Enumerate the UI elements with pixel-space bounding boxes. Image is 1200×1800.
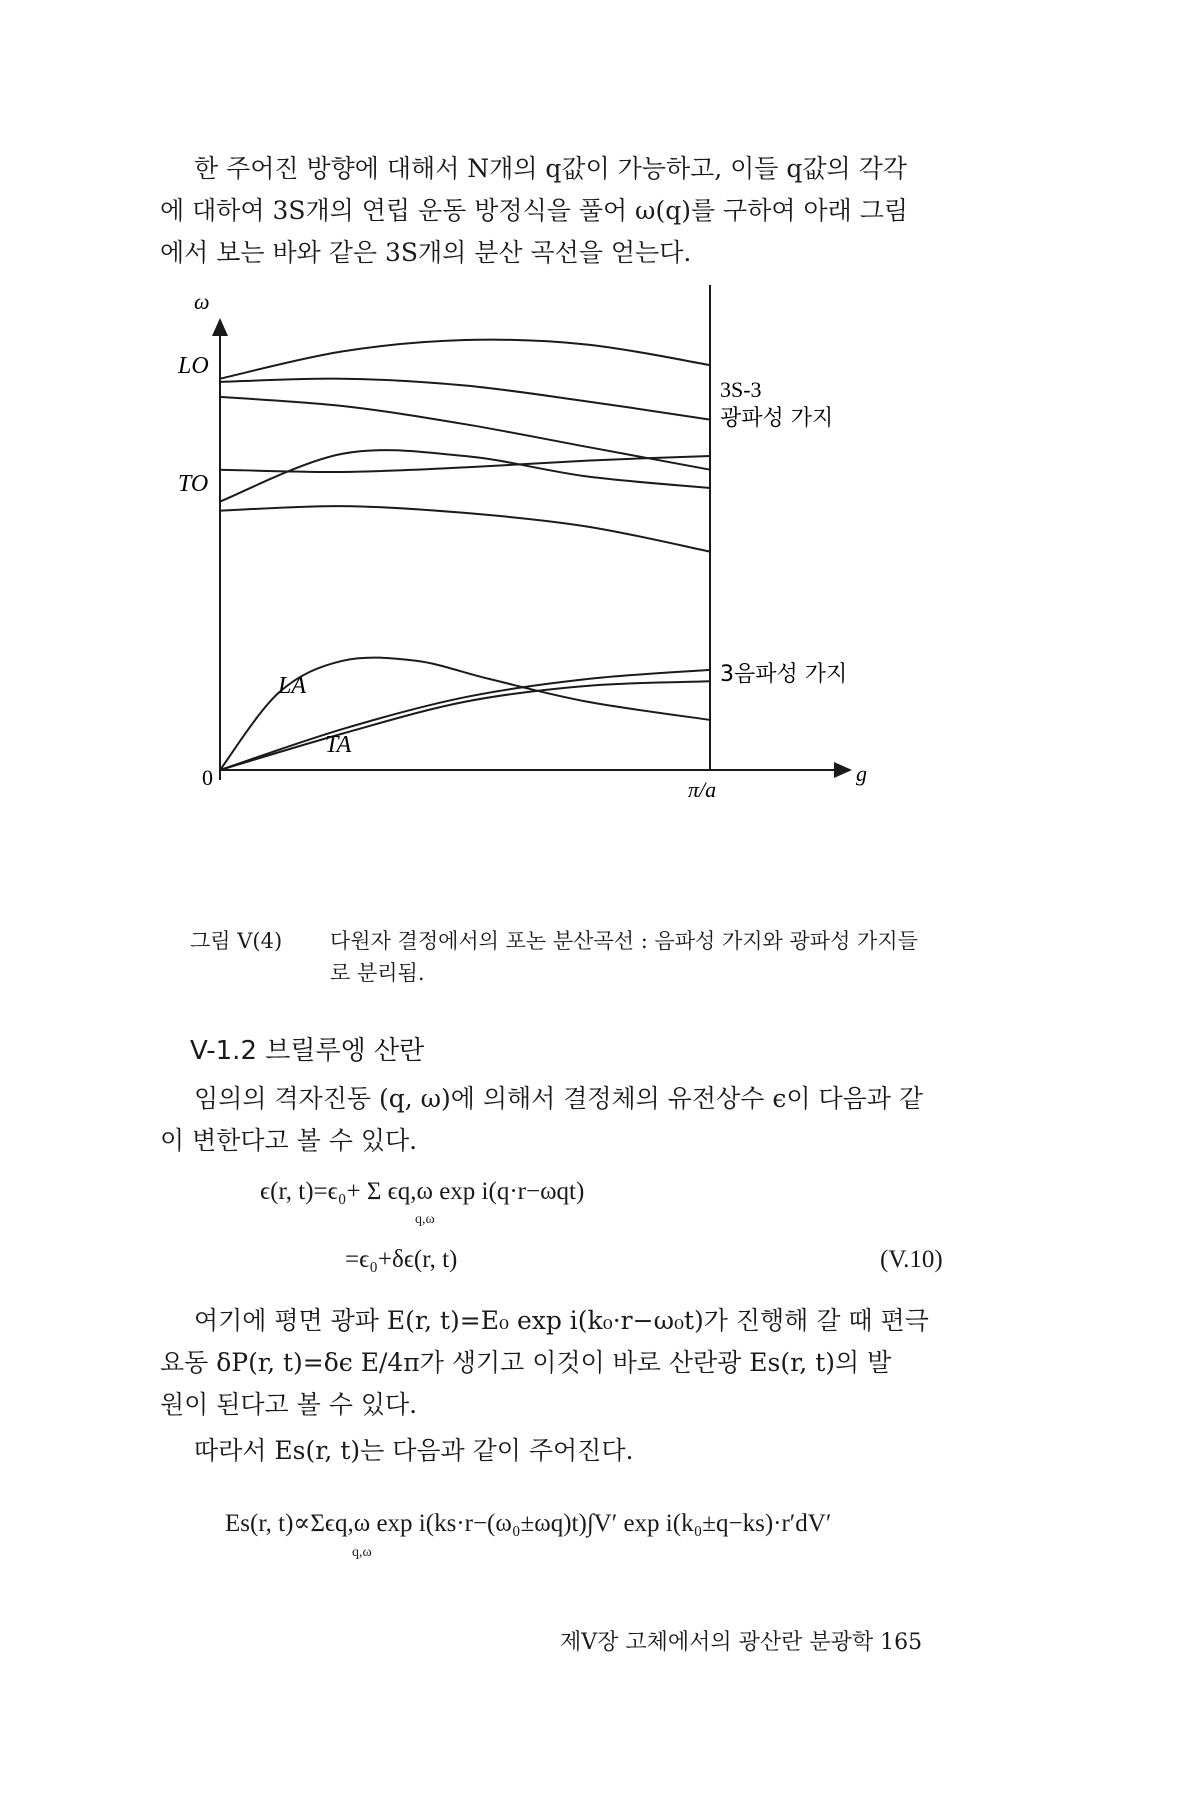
branch-curve-2: [220, 379, 710, 420]
intro-line: 에서 보는 바와 같은 3S개의 분산 곡선을 얻는다.: [160, 238, 692, 267]
origin-label: 0: [202, 765, 213, 790]
caption-text-cont: 로 분리됨.: [330, 961, 425, 985]
branch-curve-1: [220, 340, 710, 379]
paragraph-line: 요동 δP(r, t)=δϵ E/4π가 생기고 이것이 바로 산란광 Es(r, t)의 발: [160, 1348, 892, 1377]
optical-branch-label-1: 3S-3: [720, 377, 762, 402]
lo-label: LO: [178, 353, 209, 379]
intro-paragraph: [160, 148, 1040, 274]
equation-number: (V.10): [880, 1246, 943, 1273]
caption-label: 그림 V(4): [190, 929, 283, 953]
branch-curve-6: [220, 506, 710, 552]
section-heading: V-1.2 브릴루엥 산란: [190, 1036, 425, 1066]
intro-line: 에 대하여 3S개의 연립 운동 방정식을 풀어 ω(q)를 구하여 아래 그림: [160, 196, 908, 225]
ta-label: TA: [325, 732, 352, 758]
figure-caption: [190, 925, 1050, 989]
paragraph-line: 따라서 Es(r, t)는 다음과 같이 주어진다.: [194, 1436, 634, 1465]
optical-branch-label-2: 광파성 가지: [720, 406, 834, 431]
intro-line: 한 주어진 방향에 대해서 N개의 q값이 가능하고, 이들 q값의 각각: [194, 154, 907, 183]
paragraph-line: 원이 된다고 볼 수 있다.: [160, 1390, 418, 1419]
paragraph-4: [160, 1430, 1040, 1472]
y-axis-label: ω: [194, 289, 210, 314]
paragraph-line: 여기에 평면 광파 E(r, t)=E₀ exp i(k₀·r−ω₀t)가 진행해 갈 때 편극: [194, 1306, 929, 1335]
zone-boundary-label: π/a: [688, 777, 717, 802]
equation-1-subscript: q,ω: [415, 1212, 435, 1227]
x-axis-label: g: [856, 761, 867, 786]
equation-2: Es(r, t)∝Σϵq,ω exp i(ks·r−(ω₀±ωq)t)∫V′ exp i(k₀±q−ks)·r′dV′: [225, 1510, 832, 1537]
acoustic-branch-label: 3음파성 가지: [720, 662, 848, 687]
dispersion-chart: [160, 289, 1020, 915]
paragraph-2: [160, 1078, 1040, 1162]
equation-1-line-2: =ϵ₀+δϵ(r, t): [345, 1246, 458, 1273]
dispersion-curves: [220, 340, 710, 770]
la-label: LA: [278, 673, 307, 699]
page-footer: 제V장 고체에서의 광산란 분광학 165: [560, 1630, 923, 1655]
equation-2-subscript: q,ω: [352, 1545, 372, 1560]
to-label: TO: [178, 471, 209, 497]
paragraph-line: 임의의 격자진동 (q, ω)에 의해서 결정체의 유전상수 ϵ이 다음과 같: [194, 1084, 923, 1113]
paragraph-3: [160, 1300, 1040, 1426]
paragraph-line: 이 변한다고 볼 수 있다.: [160, 1126, 418, 1155]
caption-text: 다원자 결정에서의 포논 분산곡선 : 음파성 가지와 광파성 가지들: [330, 929, 918, 953]
equation-1-line-1: ϵ(r, t)=ϵ₀+ Σ ϵq,ω exp i(q·r−ωqt): [260, 1178, 585, 1205]
